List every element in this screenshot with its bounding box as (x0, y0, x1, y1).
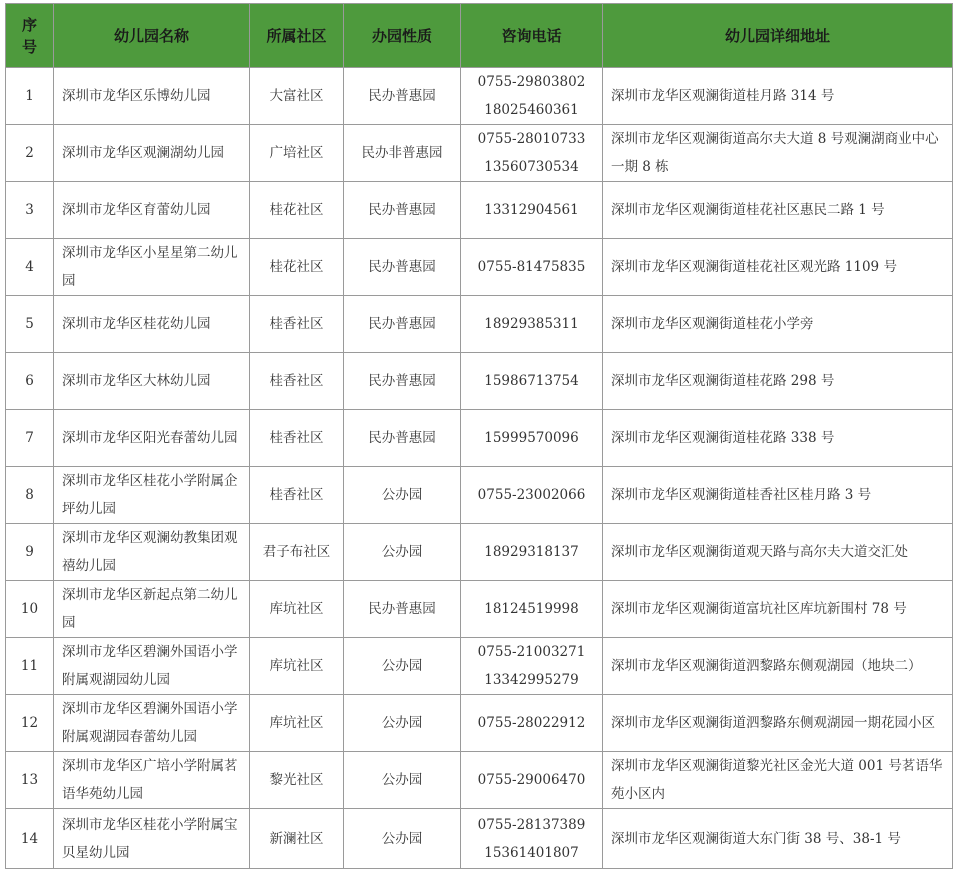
table-row (6, 353, 953, 410)
cell-name: 深圳市龙华区乐博幼儿园 (54, 68, 250, 125)
cell-address: 深圳市龙华区观澜街道桂花路 298 号 (603, 353, 953, 410)
table-row (6, 695, 953, 752)
cell-no: 1 (6, 68, 54, 125)
header-community: 所属社区 (250, 4, 344, 68)
table-row (6, 809, 953, 869)
cell-nature: 民办普惠园 (344, 581, 461, 638)
phone-number: 0755-21003271 (477, 644, 586, 660)
cell-name: 深圳市龙华区小星星第二幼儿园 (54, 239, 250, 296)
cell-name: 深圳市龙华区桂花小学附属企坪幼儿园 (54, 467, 250, 524)
header-name: 幼儿园名称 (54, 4, 250, 68)
cell-address: 深圳市龙华区观澜街道泗黎路东侧观湖园（地块二） (603, 638, 953, 695)
phone-number: 15361401807 (484, 844, 579, 861)
cell-name: 深圳市龙华区桂花小学附属宝贝星幼儿园 (54, 809, 250, 869)
cell-community: 库坑社区 (250, 695, 344, 752)
cell-address: 深圳市龙华区观澜街道泗黎路东侧观湖园一期花园小区 (603, 695, 953, 752)
header-nature: 办园性质 (344, 4, 461, 68)
phone-number: 13312904561 (484, 202, 579, 218)
cell-name: 深圳市龙华区育蕾幼儿园 (54, 182, 250, 239)
cell-no: 5 (6, 296, 54, 353)
header-row (6, 4, 953, 68)
cell-phone (461, 467, 603, 524)
cell-community: 桂香社区 (250, 467, 344, 524)
cell-no: 9 (6, 524, 54, 581)
cell-name: 深圳市龙华区新起点第二幼儿园 (54, 581, 250, 638)
cell-community: 桂香社区 (250, 296, 344, 353)
table-row (6, 524, 953, 581)
cell-no: 8 (6, 467, 54, 524)
cell-nature: 民办普惠园 (344, 68, 461, 125)
cell-address: 深圳市龙华区观澜街道桂花社区惠民二路 1 号 (603, 182, 953, 239)
cell-name: 深圳市龙华区广培小学附属茗语华苑幼儿园 (54, 752, 250, 809)
table-row (6, 182, 953, 239)
kindergarten-table-wrapper (5, 3, 953, 869)
cell-name: 深圳市龙华区观澜幼教集团观禧幼儿园 (54, 524, 250, 581)
cell-no: 10 (6, 581, 54, 638)
cell-phone (461, 524, 603, 581)
cell-community: 君子布社区 (250, 524, 344, 581)
cell-community: 黎光社区 (250, 752, 344, 809)
phone-number: 0755-81475835 (477, 259, 586, 275)
cell-nature: 公办园 (344, 524, 461, 581)
cell-no: 12 (6, 695, 54, 752)
cell-no: 14 (6, 809, 54, 869)
phone-number: 13560730534 (484, 159, 579, 175)
cell-name: 深圳市龙华区大林幼儿园 (54, 353, 250, 410)
cell-address: 深圳市龙华区观澜街道观天路与高尔夫大道交汇处 (603, 524, 953, 581)
cell-phone (461, 752, 603, 809)
cell-address: 深圳市龙华区观澜街道桂花小学旁 (603, 296, 953, 353)
cell-address: 深圳市龙华区观澜街道桂花路 338 号 (603, 410, 953, 467)
cell-phone (461, 125, 603, 182)
header-phone: 咨询电话 (461, 4, 603, 68)
cell-nature: 公办园 (344, 809, 461, 869)
phone-number: 0755-28010733 (477, 131, 586, 147)
table-row (6, 296, 953, 353)
cell-community: 广培社区 (250, 125, 344, 182)
cell-phone (461, 581, 603, 638)
cell-no: 4 (6, 239, 54, 296)
cell-no: 6 (6, 353, 54, 410)
phone-number: 15986713754 (484, 373, 579, 389)
table-row (6, 239, 953, 296)
table-row (6, 68, 953, 125)
cell-nature: 公办园 (344, 467, 461, 524)
cell-no: 11 (6, 638, 54, 695)
cell-no: 13 (6, 752, 54, 809)
table-row (6, 638, 953, 695)
cell-name: 深圳市龙华区碧澜外国语小学附属观湖园春蕾幼儿园 (54, 695, 250, 752)
cell-address: 深圳市龙华区观澜街道黎光社区金光大道 001 号茗语华苑小区内 (603, 752, 953, 809)
cell-phone (461, 695, 603, 752)
cell-no: 3 (6, 182, 54, 239)
cell-nature: 公办园 (344, 752, 461, 809)
cell-phone (461, 296, 603, 353)
header-no: 序号 (6, 4, 54, 68)
cell-nature: 民办非普惠园 (344, 125, 461, 182)
cell-address: 深圳市龙华区观澜街道桂香社区桂月路 3 号 (603, 467, 953, 524)
phone-number: 0755-29803802 (477, 74, 586, 90)
cell-phone (461, 353, 603, 410)
cell-nature: 民办普惠园 (344, 239, 461, 296)
phone-number: 15999570096 (484, 430, 579, 446)
phone-number: 18124519998 (484, 601, 579, 617)
cell-name: 深圳市龙华区阳光春蕾幼儿园 (54, 410, 250, 467)
cell-address: 深圳市龙华区观澜街道桂花社区观光路 1109 号 (603, 239, 953, 296)
phone-number: 0755-29006470 (477, 772, 586, 788)
cell-phone (461, 68, 603, 125)
header-address: 幼儿园详细地址 (603, 4, 953, 68)
cell-community: 库坑社区 (250, 638, 344, 695)
cell-address: 深圳市龙华区观澜街道高尔夫大道 8 号观澜湖商业中心一期 8 栋 (603, 125, 953, 182)
cell-nature: 公办园 (344, 638, 461, 695)
cell-nature: 公办园 (344, 695, 461, 752)
cell-nature: 民办普惠园 (344, 353, 461, 410)
cell-phone (461, 182, 603, 239)
kindergarten-table (5, 3, 953, 869)
cell-phone (461, 638, 603, 695)
cell-community: 桂香社区 (250, 353, 344, 410)
phone-number: 18929385311 (484, 316, 579, 332)
phone-number: 13342995279 (484, 672, 579, 688)
cell-address: 深圳市龙华区观澜街道桂月路 314 号 (603, 68, 953, 125)
phone-number: 18025460361 (484, 102, 579, 118)
cell-phone (461, 809, 603, 869)
cell-community: 桂花社区 (250, 182, 344, 239)
cell-nature: 民办普惠园 (344, 296, 461, 353)
cell-name: 深圳市龙华区观澜湖幼儿园 (54, 125, 250, 182)
cell-community: 大富社区 (250, 68, 344, 125)
cell-community: 库坑社区 (250, 581, 344, 638)
table-row (6, 752, 953, 809)
table-row (6, 125, 953, 182)
cell-phone (461, 239, 603, 296)
cell-name: 深圳市龙华区桂花幼儿园 (54, 296, 250, 353)
phone-number: 0755-28137389 (477, 816, 586, 833)
cell-community: 桂花社区 (250, 239, 344, 296)
phone-number: 0755-28022912 (477, 715, 586, 731)
cell-address: 深圳市龙华区观澜街道大东门街 38 号、38-1 号 (603, 809, 953, 869)
cell-community: 桂香社区 (250, 410, 344, 467)
cell-phone (461, 410, 603, 467)
table-body (6, 68, 953, 869)
phone-number: 18929318137 (484, 544, 579, 560)
cell-no: 7 (6, 410, 54, 467)
cell-community: 新澜社区 (250, 809, 344, 869)
cell-no: 2 (6, 125, 54, 182)
table-row (6, 467, 953, 524)
cell-address: 深圳市龙华区观澜街道富坑社区库坑新围村 78 号 (603, 581, 953, 638)
table-row (6, 581, 953, 638)
phone-number: 0755-23002066 (477, 487, 586, 503)
cell-nature: 民办普惠园 (344, 182, 461, 239)
cell-name: 深圳市龙华区碧澜外国语小学附属观湖园幼儿园 (54, 638, 250, 695)
table-row (6, 410, 953, 467)
cell-nature: 民办普惠园 (344, 410, 461, 467)
